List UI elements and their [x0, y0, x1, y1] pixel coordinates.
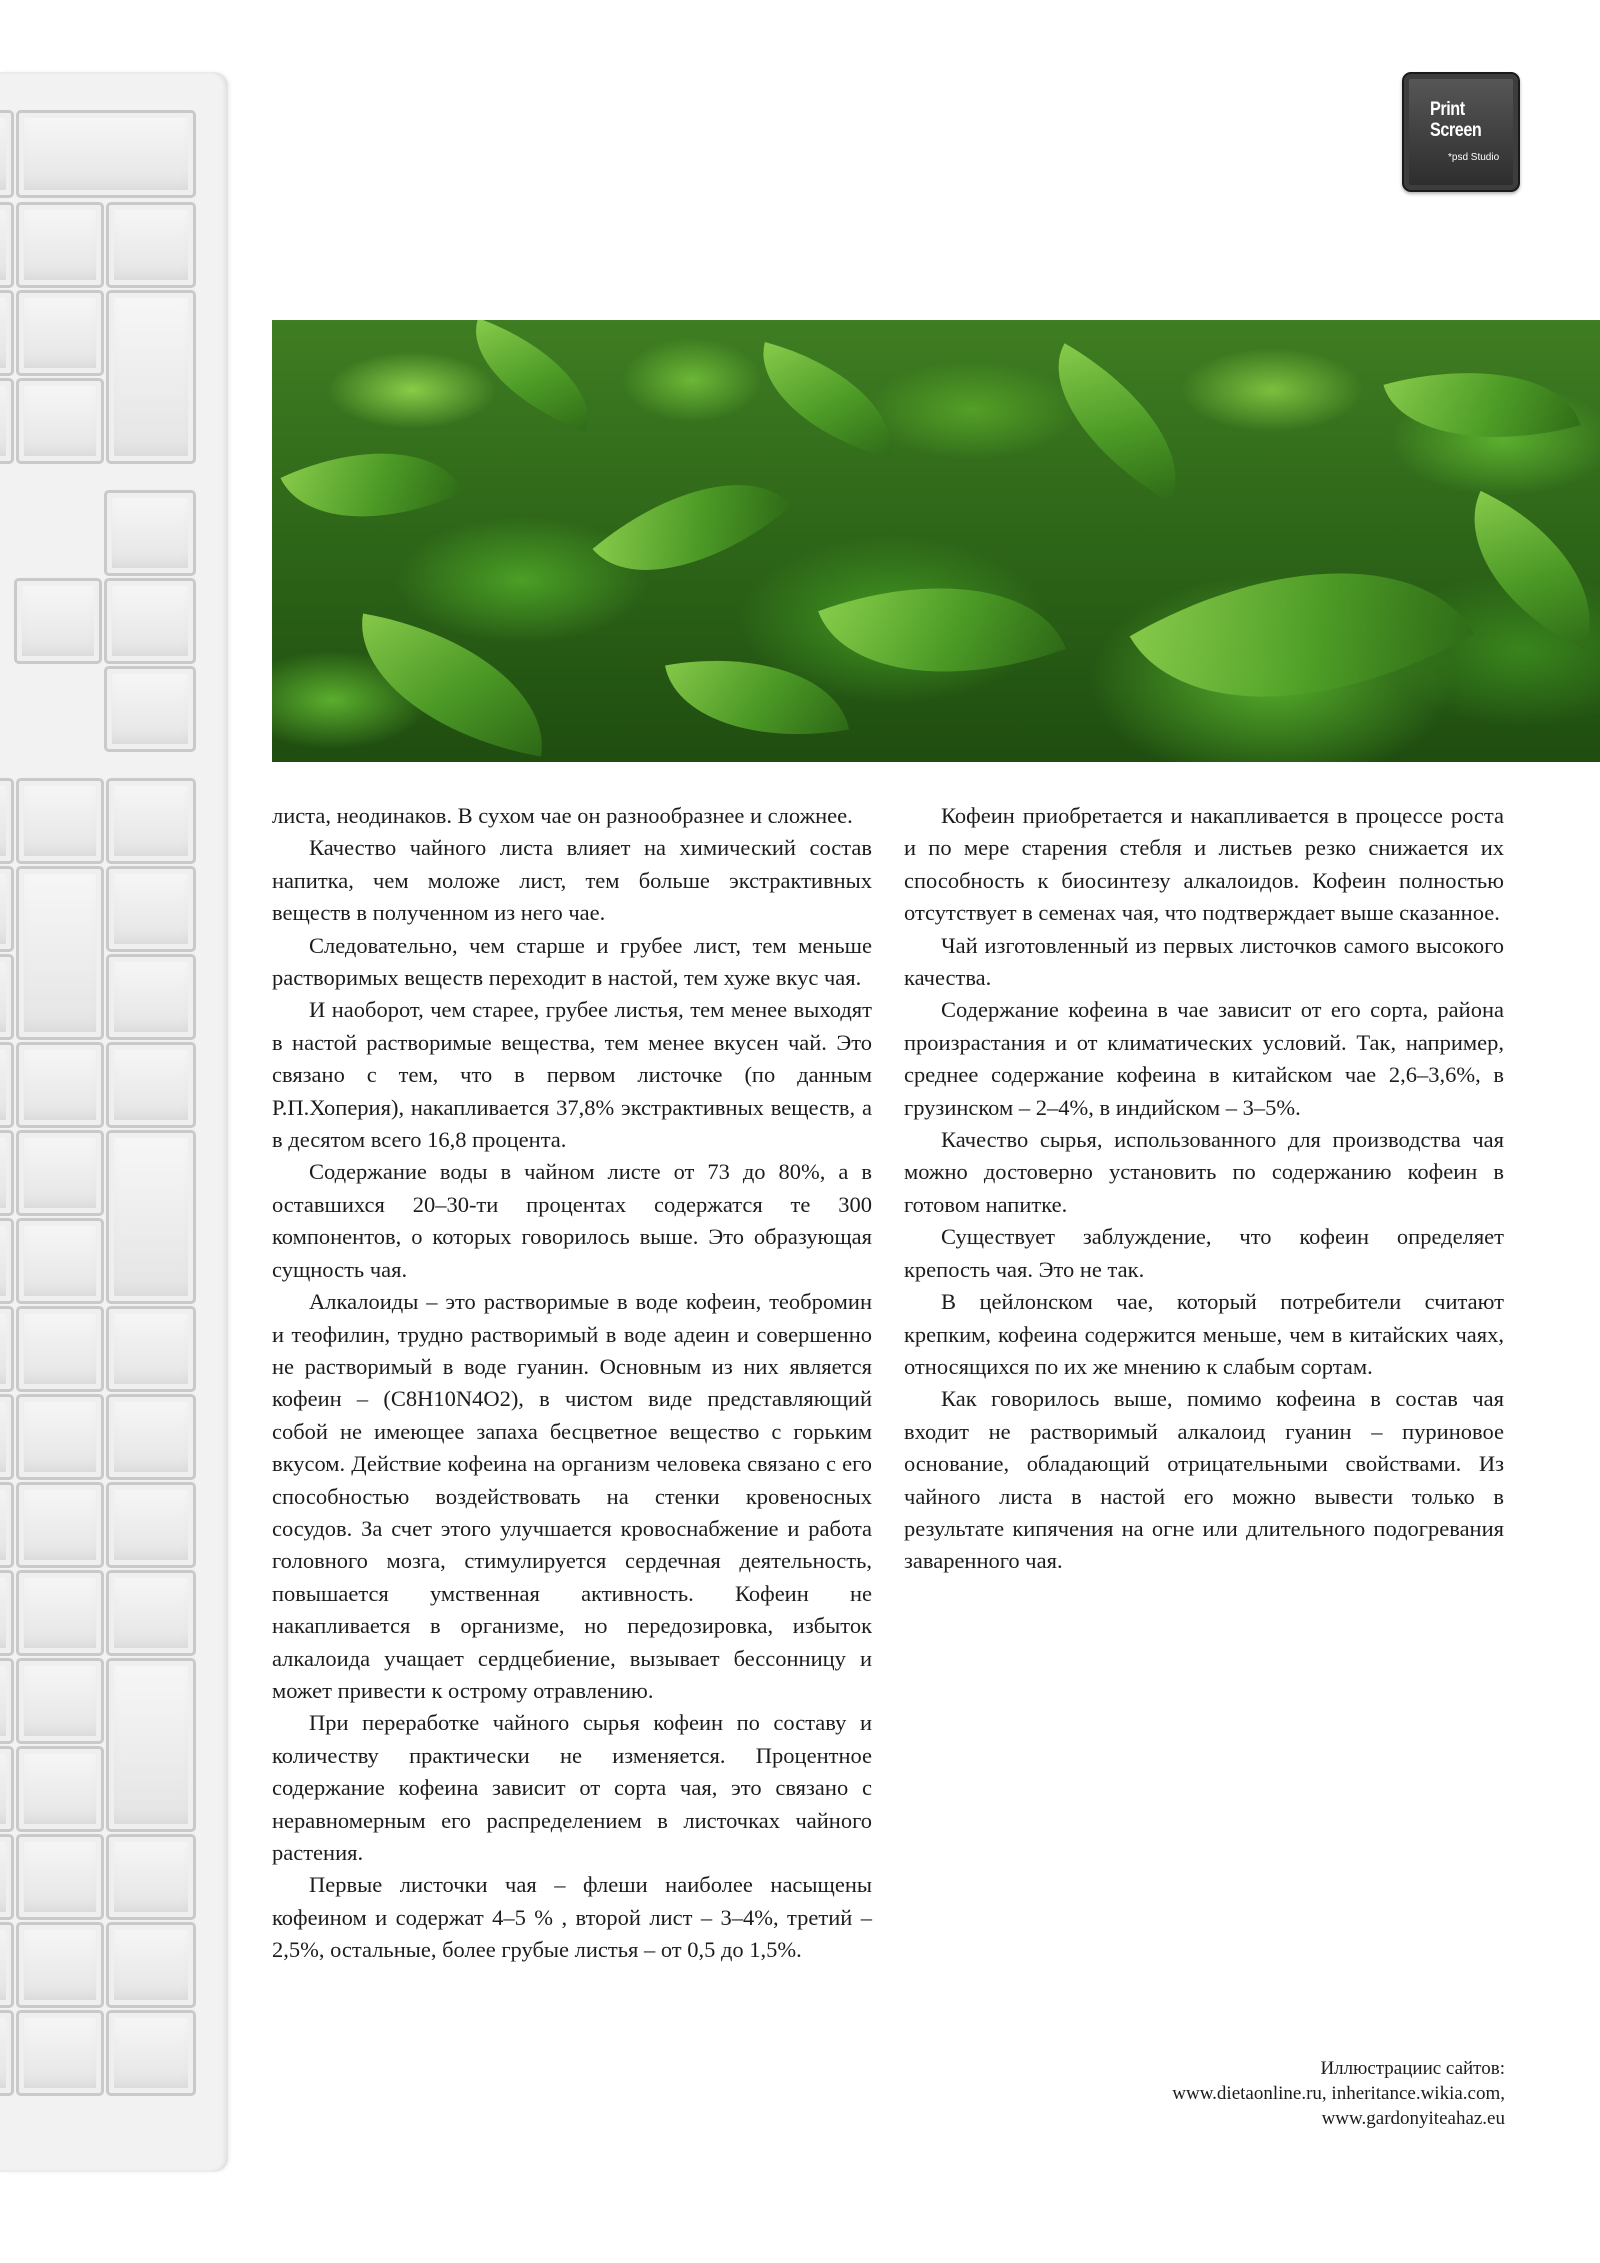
leaf-shape	[1022, 343, 1212, 502]
paragraph: Существует заблуждение, что кофеин определяет крепость чая. Это не так.	[904, 1224, 1504, 1282]
paragraph: Качество чайного листа влияет на химический состав напитка, чем моложе лист, тем больше экстрактивных веществ в полученном из него чае.	[272, 835, 872, 926]
keyboard-key	[16, 1922, 104, 2008]
logo-studio: *psd Studio	[1448, 152, 1500, 163]
keyboard-key	[16, 110, 196, 198]
logo-line-screen: Screen	[1430, 120, 1482, 141]
paragraph: Следовательно, чем старше и грубее лист, тем меньше растворимых веществ переходит в настой, тем хуже вкус чая.	[272, 932, 872, 991]
credits-sites-line-1: www.dietaonline.ru, inheritance.wikia.com,	[1172, 2083, 1505, 2104]
credits-sites-line-2: www.gardonyiteahaz.eu	[1321, 2108, 1505, 2129]
keyboard-key	[106, 1570, 196, 1656]
keyboard-key	[106, 954, 196, 1040]
keyboard-key	[106, 1922, 196, 2008]
keyboard-key	[106, 1482, 196, 1568]
leaf-shape	[280, 410, 463, 559]
paragraph: Качество сырья, использованного для производства чая можно достоверно установить по содержанию кофеин в готовом напитке.	[904, 1127, 1504, 1217]
keyboard-key	[106, 866, 196, 952]
keyboard-key	[16, 1306, 104, 1392]
tea-leaves-photo	[272, 320, 1600, 762]
keyboard-key	[106, 1042, 196, 1128]
keyboard-key	[16, 202, 104, 288]
keyboard-key	[106, 1130, 196, 1304]
paragraph: Первые листочки чая – флеши наиболее насыщены кофеином и содержат 4–5 % , второй лист – 3–4%, третий – 2,5%, остальные, более грубые листья – от 0,5 до 1,5%.	[272, 1872, 872, 1963]
paragraph: Как говорилось выше, помимо кофеина в состав чая входит не растворимый алкалоид гуанин – пуриновое основание, обладающий отрицательными свойствами. Из чайного листа в настой его можно вывести только в результате кипячения на огне или длительного подогревания заваренного чая.	[904, 1386, 1504, 1574]
keyboard-key	[14, 578, 102, 664]
keyboard-key	[0, 778, 14, 864]
paragraph: Содержание воды в чайном листе от 73 до 80%, а в оставшихся 20–30-ти процентах содержатся те 300 компонентов, о которых говорилось выше. Это образующая сущность чая.	[272, 1159, 872, 1282]
keyboard-key	[0, 378, 14, 464]
paragraph: И наоборот, чем старее, грубее листья, тем менее выходят в настой растворимые вещества, тем менее вкусен чай. Это связано с тем, что в первом листочке (по данным Р.П.Хоперия), накапливается 37,8% экстрактивных веществ, а в десятом всего 16,8 процента.	[272, 997, 872, 1153]
paragraph: В цейлонском чае, который потребители считают крепким, кофеина содержится меньше, чем в китайских чаях, относящихся по их же мнению к слабым сортам.	[904, 1289, 1504, 1379]
paragraph: При переработке чайного сырья кофеин по составу и количеству практически не изменяется. Процентное содержание кофеина зависит от сорта чая, это связано с неравномерным его распределением в листочках чайного растения.	[272, 1710, 872, 1865]
keyboard-key	[106, 1834, 196, 1920]
keyboard-key	[0, 1306, 14, 1392]
keyboard-key	[16, 2010, 104, 2096]
keyboard-key	[104, 666, 196, 752]
paragraph: Содержание кофеина в чае зависит от его сорта, района произрастания и от климатических условий. Так, например, среднее содержание кофеина в китайском чае 2,6–3,6%, в грузинском – 2–4%, в индийском – 3–5%.	[904, 997, 1504, 1120]
leaf-shape	[1383, 338, 1580, 472]
leaf-shape	[665, 636, 849, 759]
keyboard-key	[0, 1746, 14, 1832]
keyboard-key	[0, 202, 14, 288]
keyboard-key	[106, 1658, 196, 1832]
keyboard-key	[0, 1834, 14, 1920]
keyboard-key	[104, 490, 196, 576]
keyboard-key	[16, 1130, 104, 1216]
keyboard-key	[0, 1218, 14, 1304]
keyboard-key	[16, 378, 104, 464]
keyboard-key	[16, 866, 104, 1040]
keyboard-key	[106, 1306, 196, 1392]
credits-label: Иллюстрациис сайтов:	[1320, 2058, 1505, 2079]
leaf-shape	[818, 536, 1066, 724]
keyboard-key	[16, 778, 104, 864]
keyboard-key	[0, 2010, 14, 2096]
keyboard-key	[16, 1834, 104, 1920]
leaf-shape	[744, 342, 910, 458]
paragraph: листа, неодинаков. В сухом чае он разнообразнее и сложнее.	[272, 803, 853, 828]
keyboard-key	[106, 778, 196, 864]
keyboard-key	[0, 954, 14, 1040]
paragraph: Чай изготовленный из первых листочков самого высокого качества.	[904, 932, 1504, 991]
leaf-shape	[454, 320, 609, 432]
keyboard-key	[104, 578, 196, 664]
keyboard-key	[0, 1570, 14, 1656]
keyboard-key	[16, 1394, 104, 1480]
keyboard-key	[0, 1042, 14, 1128]
print-screen-logo	[1402, 72, 1520, 192]
paragraph: Кофеин приобретается и накапливается в процессе роста и по мере старения стебля и листьев резко снижается их способность к биосинтезу алкалоидов. Кофеин полностью отсутствует в семенах чая, что подтверждает выше сказанное.	[904, 803, 1504, 926]
paragraph: Алкалоиды – это растворимые в воде кофеин, теобромин и теофилин, трудно растворимый в воде адеин и совершенно не растворимый в воде гуанин. Основным из них является кофеин – (C8H10N4O2), в чистом виде представляющий собой не имеющее запаха бесцветное вещество с горьким вкусом. Действие кофеина на организм человека связано с его способностью воздействовать на стенки кровеносных сосудов. За счет этого улучшается кровоснабжение и работа головного мозга, стимулируется сердечная деятельность, повышается умственная активность. Кофеин не накапливается в организме, но передозировка, избыток алкалоида учащает сердцебиение, вызывает бессонницу и может привести к острому отравлению.	[272, 1289, 872, 1703]
keyboard-key	[16, 1482, 104, 1568]
keyboard-key	[106, 2010, 196, 2096]
keyboard-key	[106, 1394, 196, 1480]
keyboard-key	[0, 866, 14, 952]
keyboard-key	[16, 1658, 104, 1744]
leaf-shape	[593, 433, 792, 621]
keyboard-key	[16, 1746, 104, 1832]
keyboard-key	[106, 202, 196, 288]
keyboard-key	[0, 290, 14, 376]
keyboard-key	[106, 290, 196, 464]
keyboard-key	[0, 1922, 14, 2008]
article-left-column	[272, 800, 872, 1967]
keyboard-key	[16, 290, 104, 376]
keyboard-key	[0, 1482, 14, 1568]
keyboard-key	[0, 110, 14, 198]
article-right-column	[904, 800, 1504, 1578]
keyboard-key	[16, 1570, 104, 1656]
keyboard-key	[0, 1658, 14, 1744]
logo-line-print: Print	[1430, 99, 1465, 120]
keyboard-decoration	[0, 72, 228, 2172]
keyboard-key	[0, 1130, 14, 1216]
leaf-shape	[344, 613, 560, 756]
keyboard-key	[0, 1394, 14, 1480]
keyboard-key	[16, 1042, 104, 1128]
image-credits	[1000, 2056, 1505, 2131]
leaf-shape	[1130, 486, 1475, 762]
keyboard-key	[16, 1218, 104, 1304]
